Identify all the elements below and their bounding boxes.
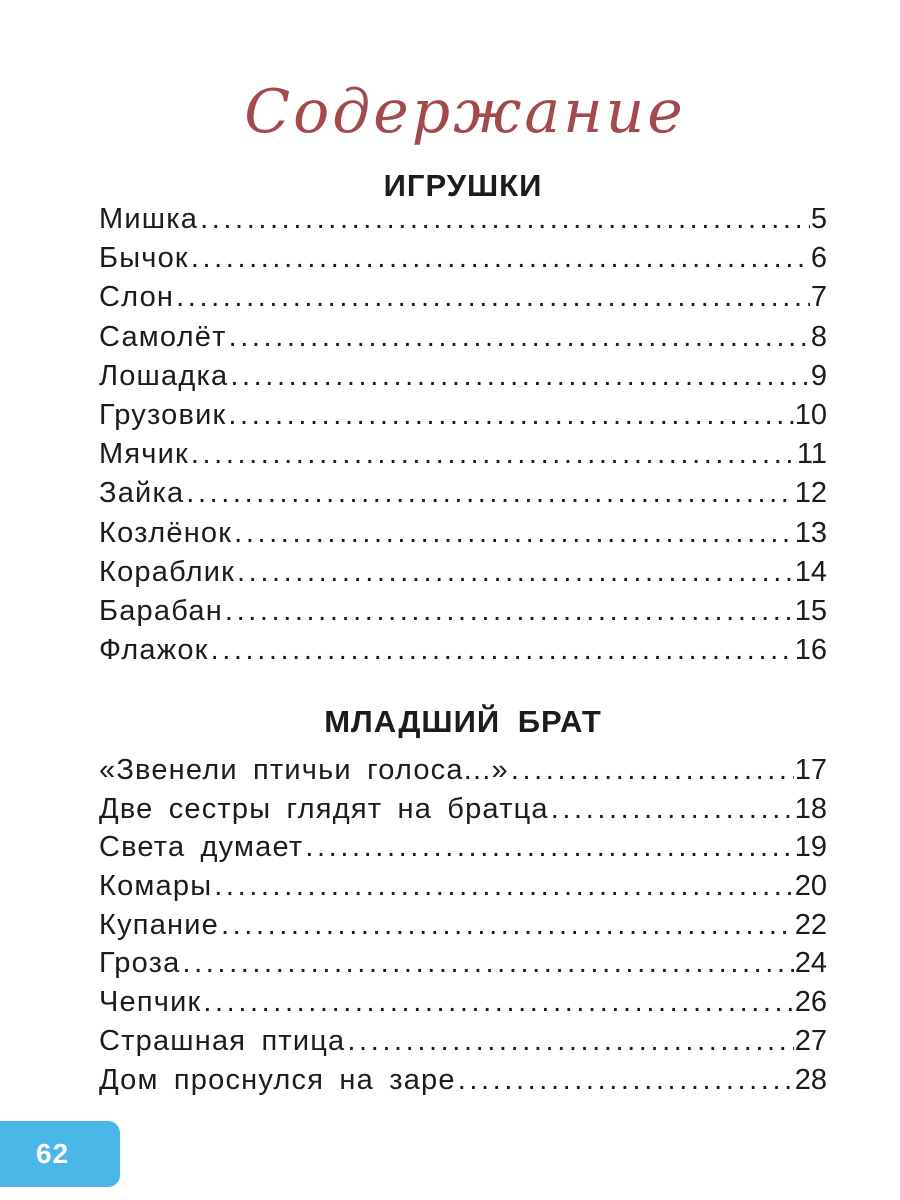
toc-entry-title: Дом проснулся на заре xyxy=(99,1063,456,1096)
toc-entry[interactable] xyxy=(99,631,827,670)
toc-entry[interactable] xyxy=(99,1022,827,1061)
toc-entry-page: 28 xyxy=(794,1063,827,1096)
dot-leader xyxy=(189,435,796,474)
dot-leader xyxy=(227,318,810,357)
toc-entry[interactable] xyxy=(99,867,827,906)
toc-entry[interactable] xyxy=(99,1061,827,1100)
toc-entry-title: Гроза xyxy=(99,947,181,980)
toc-entry[interactable] xyxy=(99,435,827,474)
toc-entry-title: Мишка xyxy=(99,203,199,235)
toc-entry-title: Барабан xyxy=(99,594,223,627)
toc-entry-title: Грузовик xyxy=(99,398,227,431)
toc-entry-title: «Звенели птичьи голоса...» xyxy=(99,754,509,786)
dot-leader xyxy=(189,239,810,278)
dot-leader xyxy=(226,396,793,435)
toc-entry[interactable] xyxy=(99,318,827,357)
dot-leader xyxy=(456,1061,794,1100)
toc-entry-page: 7 xyxy=(810,281,827,314)
dot-leader xyxy=(223,592,794,631)
page-number: 62 xyxy=(36,1138,70,1169)
toc-entry-page: 17 xyxy=(794,754,827,786)
toc-entry-title: Кораблик xyxy=(99,555,235,588)
dot-leader xyxy=(549,790,794,829)
page-title: Содержание xyxy=(244,77,686,147)
toc-entry-title: Самолёт xyxy=(99,320,227,353)
toc-list-toys xyxy=(99,200,827,670)
toc-entry[interactable] xyxy=(99,751,827,790)
dot-leader xyxy=(212,867,793,906)
page-number-tab xyxy=(0,1121,120,1187)
toc-entry-page: 13 xyxy=(794,516,827,549)
toc-entry[interactable] xyxy=(99,906,827,945)
section-heading-younger-brother: МЛАДШИЙ БРАТ xyxy=(324,704,602,739)
dot-leader xyxy=(228,357,810,396)
toc-entry-page: 22 xyxy=(794,908,827,941)
toc-entry-page: 6 xyxy=(810,242,827,275)
toc-entry-page: 26 xyxy=(794,986,827,1019)
section-heading-toys: ИГРУШКИ xyxy=(383,168,543,203)
toc-entry-title: Козлёнок xyxy=(99,516,233,549)
toc-entry-title: Флажок xyxy=(99,634,209,667)
toc-entry-title: Бычок xyxy=(99,242,189,275)
dot-leader xyxy=(184,474,793,513)
toc-list-younger-brother xyxy=(99,751,827,1099)
dot-leader xyxy=(345,1022,793,1061)
toc-entry-page: 16 xyxy=(794,634,827,667)
toc-entry-page: 8 xyxy=(810,320,827,353)
dot-leader xyxy=(219,906,794,945)
dot-leader xyxy=(509,751,794,790)
dot-leader xyxy=(174,278,810,317)
toc-entry-page: 20 xyxy=(794,870,827,903)
toc-entry[interactable] xyxy=(99,200,827,239)
toc-entry-page: 11 xyxy=(796,438,827,471)
toc-entry-title: Две сестры глядят на братца xyxy=(99,792,549,825)
toc-entry-page: 24 xyxy=(794,947,827,980)
dot-leader xyxy=(180,944,793,983)
toc-entry-title: Зайка xyxy=(99,477,185,510)
dot-leader xyxy=(232,514,794,553)
dot-leader xyxy=(303,828,793,867)
toc-entry[interactable] xyxy=(99,944,827,983)
toc-entry[interactable] xyxy=(99,357,827,396)
dot-leader xyxy=(201,983,793,1022)
toc-entry-title: Мячик xyxy=(99,438,189,471)
toc-entry-title: Слон xyxy=(99,281,175,314)
toc-entry-page: 5 xyxy=(810,203,827,235)
toc-entry[interactable] xyxy=(99,239,827,278)
toc-entry-title: Лошадка xyxy=(99,359,229,392)
toc-entry[interactable] xyxy=(99,474,827,513)
toc-entry-page: 14 xyxy=(794,555,827,588)
dot-leader xyxy=(198,200,810,239)
toc-entry-page: 19 xyxy=(794,831,827,864)
toc-entry-title: Купание xyxy=(99,908,219,941)
toc-entry[interactable] xyxy=(99,514,827,553)
toc-entry-title: Страшная птица xyxy=(99,1024,346,1057)
toc-entry[interactable] xyxy=(99,828,827,867)
dot-leader xyxy=(209,631,794,670)
toc-entry-title: Света думает xyxy=(99,831,304,864)
toc-entry-page: 9 xyxy=(810,359,827,392)
dot-leader xyxy=(235,553,794,592)
toc-entry-page: 18 xyxy=(794,792,827,825)
toc-entry[interactable] xyxy=(99,278,827,317)
toc-entry[interactable] xyxy=(99,553,827,592)
toc-entry-page: 15 xyxy=(794,594,827,627)
toc-entry-title: Комары xyxy=(99,870,213,903)
toc-entry-page: 27 xyxy=(794,1024,827,1057)
toc-entry-title: Чепчик xyxy=(99,986,202,1019)
toc-entry[interactable] xyxy=(99,592,827,631)
toc-entry[interactable] xyxy=(99,790,827,829)
toc-entry-page: 12 xyxy=(794,477,827,510)
toc-entry[interactable] xyxy=(99,983,827,1022)
toc-entry[interactable] xyxy=(99,396,827,435)
toc-entry-page: 10 xyxy=(794,398,827,431)
